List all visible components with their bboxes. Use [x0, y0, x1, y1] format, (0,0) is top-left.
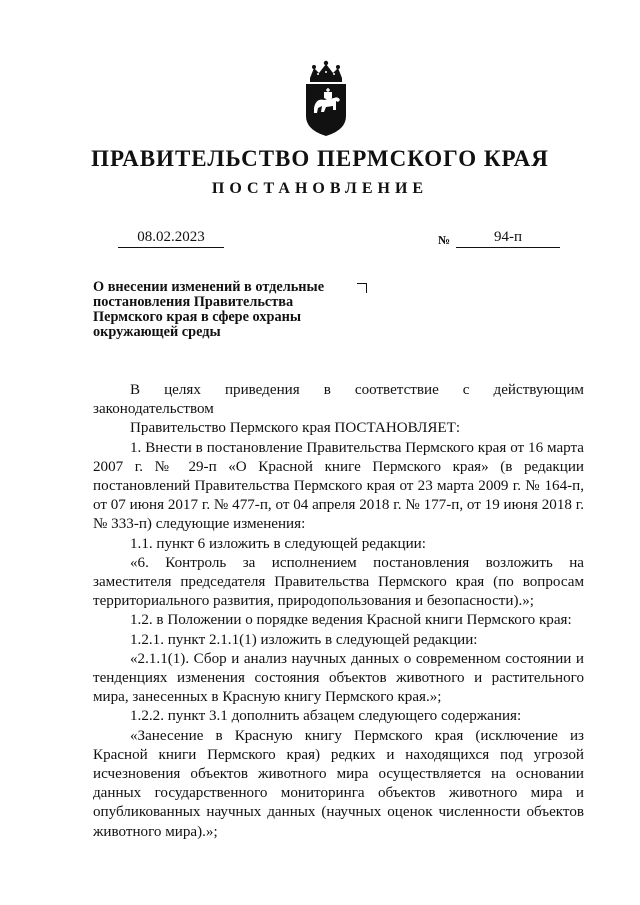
- document-number-label: №: [438, 233, 451, 247]
- body-paragraph: 1.1. пункт 6 изложить в следующей редакции:: [130, 535, 426, 552]
- body-paragraph: 1.2.2. пункт 3.1 дополнить абзацем следующего содержания:: [130, 708, 522, 725]
- body-paragraph: 1.2. в Положении о порядке ведения Красной книги Пермского края:: [130, 612, 572, 629]
- coat-of-arms-icon: [300, 58, 352, 138]
- body-paragraph: 1.2.1. пункт 2.1.1(1) изложить в следующей редакции:: [130, 631, 478, 648]
- document-number: 94-п: [456, 229, 560, 248]
- document-type: ПОСТАНОВЛЕНИЕ: [211, 180, 429, 197]
- government-name: ПРАВИТЕЛЬСТВО ПЕРМСКОГО КРАЯ: [91, 146, 549, 171]
- body-paragraph: «Занесение в Красную книгу Пермского края (исключение из Красной книги Пермского края) редких и находящихся под угрозой исчезновения объектов животного мира осуществляется на основании данных государственного мониторинга объектов животного мира и опубликованных научных данных (научных оценок численности объектов животного мира).»;: [93, 727, 584, 840]
- body-paragraph: 1. Внести в постановление Правительства Пермского края от 16 марта 2007 г. № 29-п «О Красной книге Пермского края» (в редакции постановлений Правительства Пермского края от 23 марта 2009 г. № 164-п, от 07 июня 2017 г. № 477-п, от 04 апреля 2018 г. № 177-п, от 19 июня 2018 г. № 333-п) следующие изменения:: [93, 439, 584, 533]
- document-body: [93, 381, 584, 842]
- body-paragraph: Правительство Пермского края ПОСТАНОВЛЯЕТ:: [130, 420, 461, 437]
- body-paragraph: «2.1.1(1). Сбор и анализ научных данных о современном состоянии и тенденциях изменения состояния объектов животного и растительного мира, занесенных в Красную книгу Пермского края.»;: [93, 650, 584, 706]
- document-date: 08.02.2023: [118, 229, 224, 248]
- subject-corner-mark: [357, 283, 367, 293]
- document-subject: О внесении изменений в отдельные постановления Правительства Пермского края в сфере охраны окружающей среды: [93, 279, 325, 340]
- body-paragraph: «6. Контроль за исполнением постановления возложить на заместителя председателя Правительства Пермского края (по вопросам территориального развития, природопользования и безопасности).»;: [93, 554, 584, 610]
- body-paragraph: В целях приведения в соответствие с действующим законодательством: [93, 382, 584, 418]
